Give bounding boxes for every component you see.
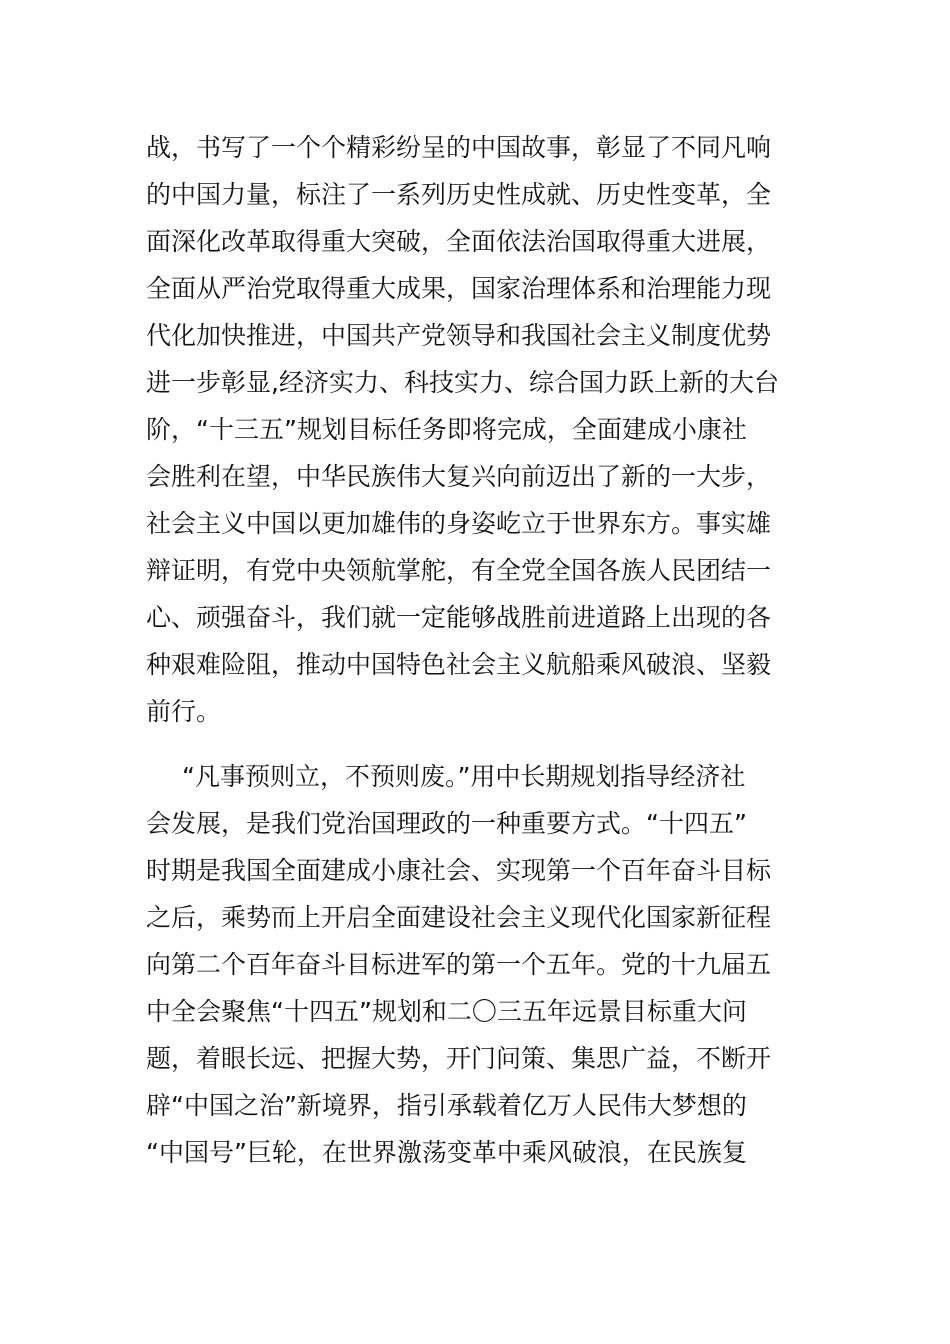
line-text: 前行。 — [146, 697, 222, 726]
text-line — [0, 1039, 950, 1079]
text-line — [0, 410, 950, 450]
line-text: 种艰难险阻，推动中国特色社会主义航船乘风破浪、坚毅 — [146, 650, 772, 679]
text-line — [0, 128, 950, 168]
text-line — [0, 551, 950, 591]
line-text: “中国号”巨轮，在世界激荡变革中乘风破浪，在民族复 — [146, 1138, 747, 1167]
text-line — [0, 1086, 950, 1126]
text-line — [0, 175, 950, 215]
line-text: 时期是我国全面建成小康社会、实现第一个百年奋斗目标 — [146, 856, 772, 885]
text-line — [0, 363, 950, 403]
line-text: 全面从严治党取得重大成果，国家治理体系和治理能力现 — [146, 274, 772, 303]
text-line — [0, 851, 950, 891]
line-text: 会发展，是我们党治国理政的一种重要方式。“十四五” — [146, 809, 747, 838]
line-text: 进一步彰显,经济实力、科技实力、综合国力跃上新的大台 — [146, 368, 779, 397]
line-text: 面深化改革取得重大突破，全面依法治国取得重大进展， — [146, 227, 772, 256]
text-line — [0, 757, 950, 797]
text-line — [0, 692, 950, 732]
line-text: 战，书写了一个个精彩纷呈的中国故事，彰显了不同凡响 — [146, 133, 772, 162]
text-line — [0, 222, 950, 262]
text-line — [0, 898, 950, 938]
text-line — [0, 269, 950, 309]
line-text: 阶，“十三五”规划目标任务即将完成，全面建成小康社 — [146, 415, 747, 444]
text-line — [0, 457, 950, 497]
text-line — [0, 1133, 950, 1173]
line-text: 社会主义中国以更加雄伟的身姿屹立于世界东方。事实雄 — [146, 509, 772, 538]
line-text: 辩证明，有党中央领航掌舵，有全党全国各族人民团结一 — [146, 556, 772, 585]
line-text: 的中国力量，标注了一系列历史性成就、历史性变革，全 — [146, 180, 772, 209]
line-text: 中全会聚焦“十四五”规划和二〇三五年远景目标重大问 — [146, 997, 747, 1026]
line-text: 会胜利在望，中华民族伟大复兴向前迈出了新的一大步， — [146, 462, 772, 491]
text-line — [0, 804, 950, 844]
text-line — [0, 504, 950, 544]
line-text: 向第二个百年奋斗目标进军的第一个五年。党的十九届五 — [146, 950, 772, 979]
text-line — [0, 598, 950, 638]
text-line — [0, 945, 950, 985]
text-line — [0, 992, 950, 1032]
line-text: 题，着眼长远、把握大势，开门问策、集思广益，不断开 — [146, 1044, 772, 1073]
text-line — [0, 645, 950, 685]
line-text: 辟“中国之治”新境界，指引承载着亿万人民伟大梦想的 — [146, 1091, 747, 1120]
line-text: “凡事预则立，不预则废。”用中长期规划指导经济社 — [182, 762, 746, 791]
line-text: 之后，乘势而上开启全面建设社会主义现代化国家新征程 — [146, 903, 772, 932]
text-line — [0, 316, 950, 356]
line-text: 心、顽强奋斗，我们就一定能够战胜前进道路上出现的各 — [146, 603, 772, 632]
line-text: 代化加快推进，中国共产党领导和我国社会主义制度优势 — [146, 321, 772, 350]
